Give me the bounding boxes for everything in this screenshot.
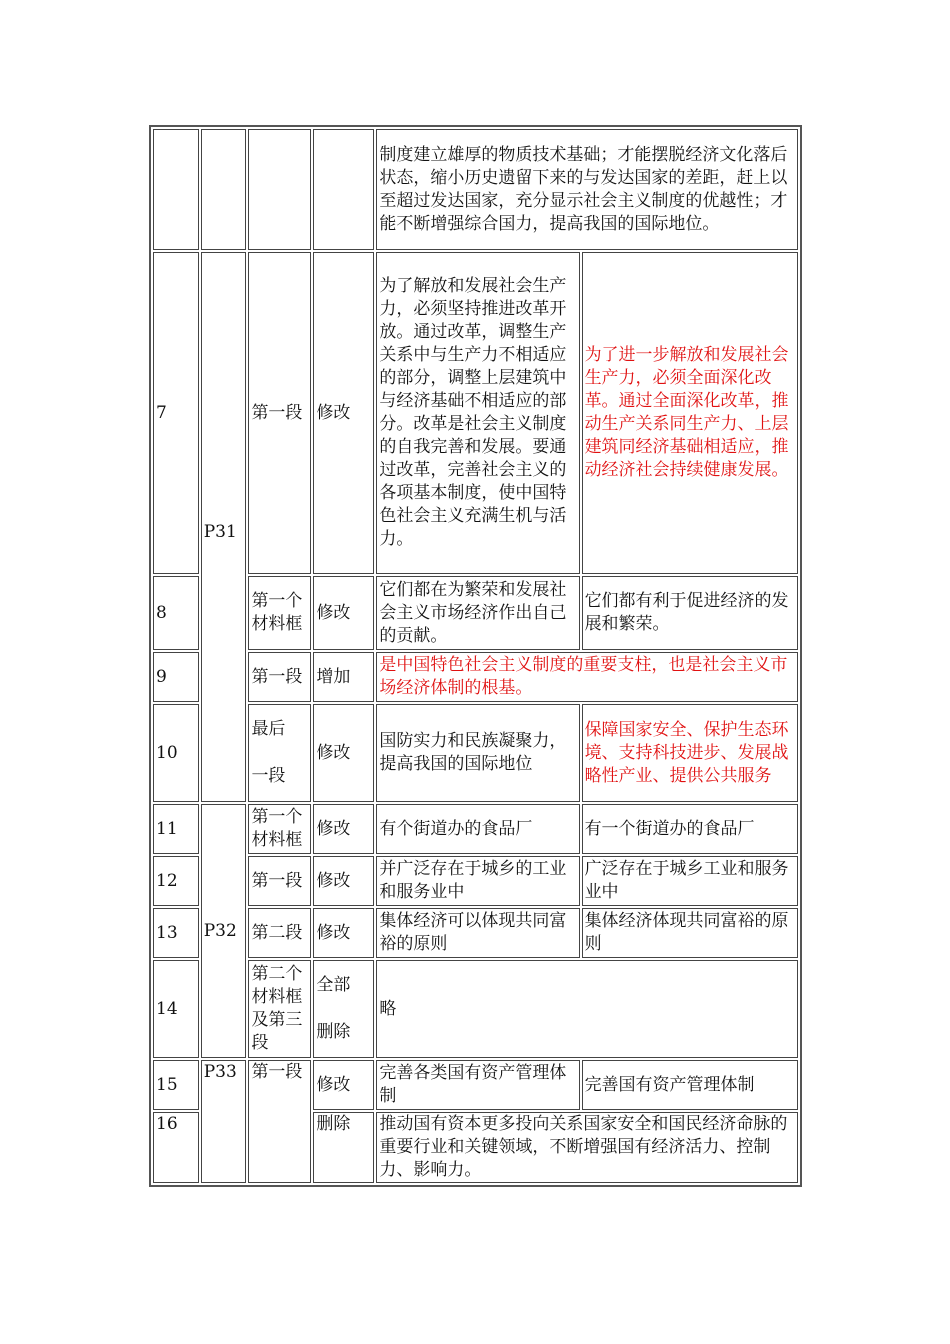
num-cell: 16 <box>153 1112 199 1183</box>
table-row <box>153 856 798 906</box>
revised-text-cell: 集体经济体现共同富裕的原则 <box>582 908 798 958</box>
action-cell: 修改 <box>313 804 374 854</box>
revised-text-cell: 为了进一步解放和发展社会生产力，必须全面深化改革。通过全面深化改革，推动生产关系同生产力、上层建筑同经济基础相适应，推动经济社会持续健康发展。 <box>582 252 798 574</box>
revised-text-cell: 有一个街道办的食品厂 <box>582 804 798 854</box>
location-cell: 第二段 <box>248 908 311 958</box>
original-text-cell: 并广泛存在于城乡的工业和服务业中 <box>376 856 579 906</box>
continued-text-cell: 制度建立雄厚的物质技术基础；才能摆脱经济文化落后状态，缩小历史遗留下来的与发达国家的差距，赶上以至超过发达国家，充分显示社会主义制度的优越性；才能不断增强综合国力，提高我国的国际地位。 <box>376 129 798 250</box>
table-row <box>153 804 798 854</box>
num-cell <box>153 129 199 250</box>
location-cell: 第二个材料框及第三段 <box>248 960 311 1058</box>
action-cell: 修改 <box>313 252 374 574</box>
part-cell <box>201 129 247 250</box>
part-cell-p33: P33 <box>201 1060 247 1183</box>
table-row <box>153 252 798 574</box>
original-text-cell: 有个街道办的食品厂 <box>376 804 579 854</box>
action-cell: 修改 <box>313 704 374 802</box>
location-cell <box>248 129 311 250</box>
location-cell <box>248 704 311 802</box>
table-row <box>153 576 798 650</box>
location-line: 一段 <box>251 766 286 786</box>
revised-text-cell: 广泛存在于城乡工业和服务业中 <box>582 856 798 906</box>
num-cell: 11 <box>153 804 199 854</box>
num-cell: 15 <box>153 1060 199 1110</box>
table-row <box>153 1060 798 1110</box>
location-cell: 第一个材料框 <box>248 804 311 854</box>
part-cell-p31: P31 <box>201 252 247 802</box>
num-cell: 8 <box>153 576 199 650</box>
action-cell: 修改 <box>313 908 374 958</box>
original-text-cell: 为了解放和发展社会生产力，必须坚持推进改革开放。通过改革，调整生产关系中与生产力不相适应的部分，调整上层建筑中与经济基础不相适应的部分。改革是社会主义制度的自我完善和发展。要通过改革，完善社会主义的各项基本制度，使中国特色社会主义充满生机与活力。 <box>376 252 579 574</box>
added-text-cell: 是中国特色社会主义制度的重要支柱，也是社会主义市场经济体制的根基。 <box>376 652 798 702</box>
num-cell: 12 <box>153 856 199 906</box>
original-text-cell: 完善各类国有资产管理体制 <box>376 1060 579 1110</box>
action-cell: 增加 <box>313 652 374 702</box>
num-cell: 10 <box>153 704 199 802</box>
location-line: 最后 <box>251 719 286 739</box>
action-cell <box>313 960 374 1058</box>
revised-text-cell: 它们都有利于促进经济的发展和繁荣。 <box>582 576 798 650</box>
action-cell: 修改 <box>313 856 374 906</box>
table-row <box>153 960 798 1058</box>
table-row <box>153 704 798 802</box>
original-text-cell: 集体经济可以体现共同富裕的原则 <box>376 908 579 958</box>
location-cell: 第一个材料框 <box>248 576 311 650</box>
action-cell: 修改 <box>313 576 374 650</box>
num-cell: 9 <box>153 652 199 702</box>
location-cell: 第一段 <box>248 652 311 702</box>
action-cell: 删除 <box>313 1112 374 1183</box>
location-cell: 第一段 <box>248 1060 311 1183</box>
location-cell: 第一段 <box>248 252 311 574</box>
action-line: 全部 <box>316 975 351 995</box>
part-cell-p32: P32 <box>201 804 247 1058</box>
deleted-text-cell: 推动国有资本更多投向关系国家安全和国民经济命脉的重要行业和关键领域，不断增强国有经济活力、控制力、影响力。 <box>376 1112 798 1183</box>
num-cell: 14 <box>153 960 199 1058</box>
location-cell: 第一段 <box>248 856 311 906</box>
revised-text-cell: 保障国家安全、保护生态环境、支持科技进步、发展战略性产业、提供公共服务 <box>582 704 798 802</box>
action-cell: 修改 <box>313 1060 374 1110</box>
table-row <box>153 908 798 958</box>
action-line: 删除 <box>316 1022 351 1042</box>
original-text-cell: 它们都在为繁荣和发展社会主义市场经济作出自己的贡献。 <box>376 576 579 650</box>
revised-text-cell: 完善国有资产管理体制 <box>582 1060 798 1110</box>
table-row <box>153 129 798 250</box>
num-cell: 7 <box>153 252 199 574</box>
table-row <box>153 652 798 702</box>
action-cell <box>313 129 374 250</box>
num-cell: 13 <box>153 908 199 958</box>
revision-table <box>149 125 802 1187</box>
original-text-cell: 国防实力和民族凝聚力，提高我国的国际地位 <box>376 704 579 802</box>
merged-text-cell: 略 <box>376 960 798 1058</box>
